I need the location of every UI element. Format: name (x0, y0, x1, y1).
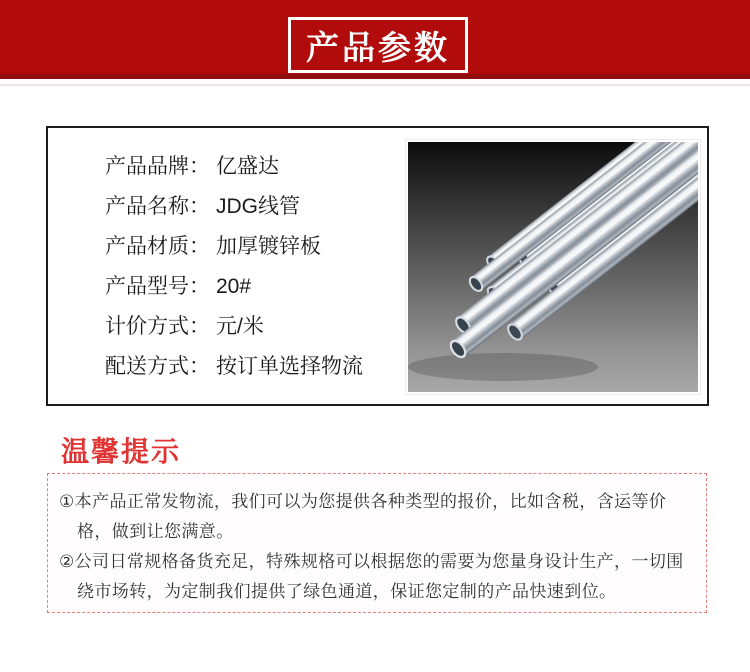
spec-row-shipping (105, 347, 363, 387)
spec-label: 产品型号： (105, 275, 210, 298)
tips-panel (47, 473, 707, 613)
spec-value: 亿盛达 (216, 155, 279, 178)
spec-row-name (105, 187, 363, 227)
spec-label: 产品材质： (105, 235, 210, 258)
spec-value: 加厚镀锌板 (216, 235, 321, 258)
spec-label: 产品名称： (105, 195, 210, 218)
spec-list (105, 147, 363, 387)
pipes-shadow (408, 353, 598, 381)
spec-value: 元/米 (216, 315, 264, 338)
spec-value: 按订单选择物流 (216, 355, 363, 378)
spec-value: JDG线管 (216, 195, 300, 218)
section-title-box (288, 17, 468, 73)
tip-item-2: ②公司日常规格备货充足，特殊规格可以根据您的需要为您量身设计生产，一切围绕市场转，为定制我们提供了绿色通道，保证您定制的产品快速到位。 (59, 552, 684, 601)
spec-label: 计价方式： (105, 315, 210, 338)
page-title: 产品参数 (306, 28, 450, 66)
spec-label: 配送方式： (105, 355, 210, 378)
spec-value: 20# (216, 275, 252, 298)
spec-row-pricing (105, 307, 363, 347)
product-spec-panel (46, 126, 709, 406)
product-photo (408, 142, 698, 392)
product-photo-frame (405, 139, 701, 395)
spec-label: 产品品牌： (105, 155, 210, 178)
spec-row-material (105, 227, 363, 267)
tips-heading: 温馨提示 (61, 436, 182, 467)
spec-row-brand (105, 147, 363, 187)
tip-item-1: ①本产品正常发物流，我们可以为您提供各种类型的报价，比如含税，含运等价格，做到让您满意。 (59, 492, 667, 541)
spec-row-model (105, 267, 363, 307)
banner-underline (0, 84, 750, 86)
